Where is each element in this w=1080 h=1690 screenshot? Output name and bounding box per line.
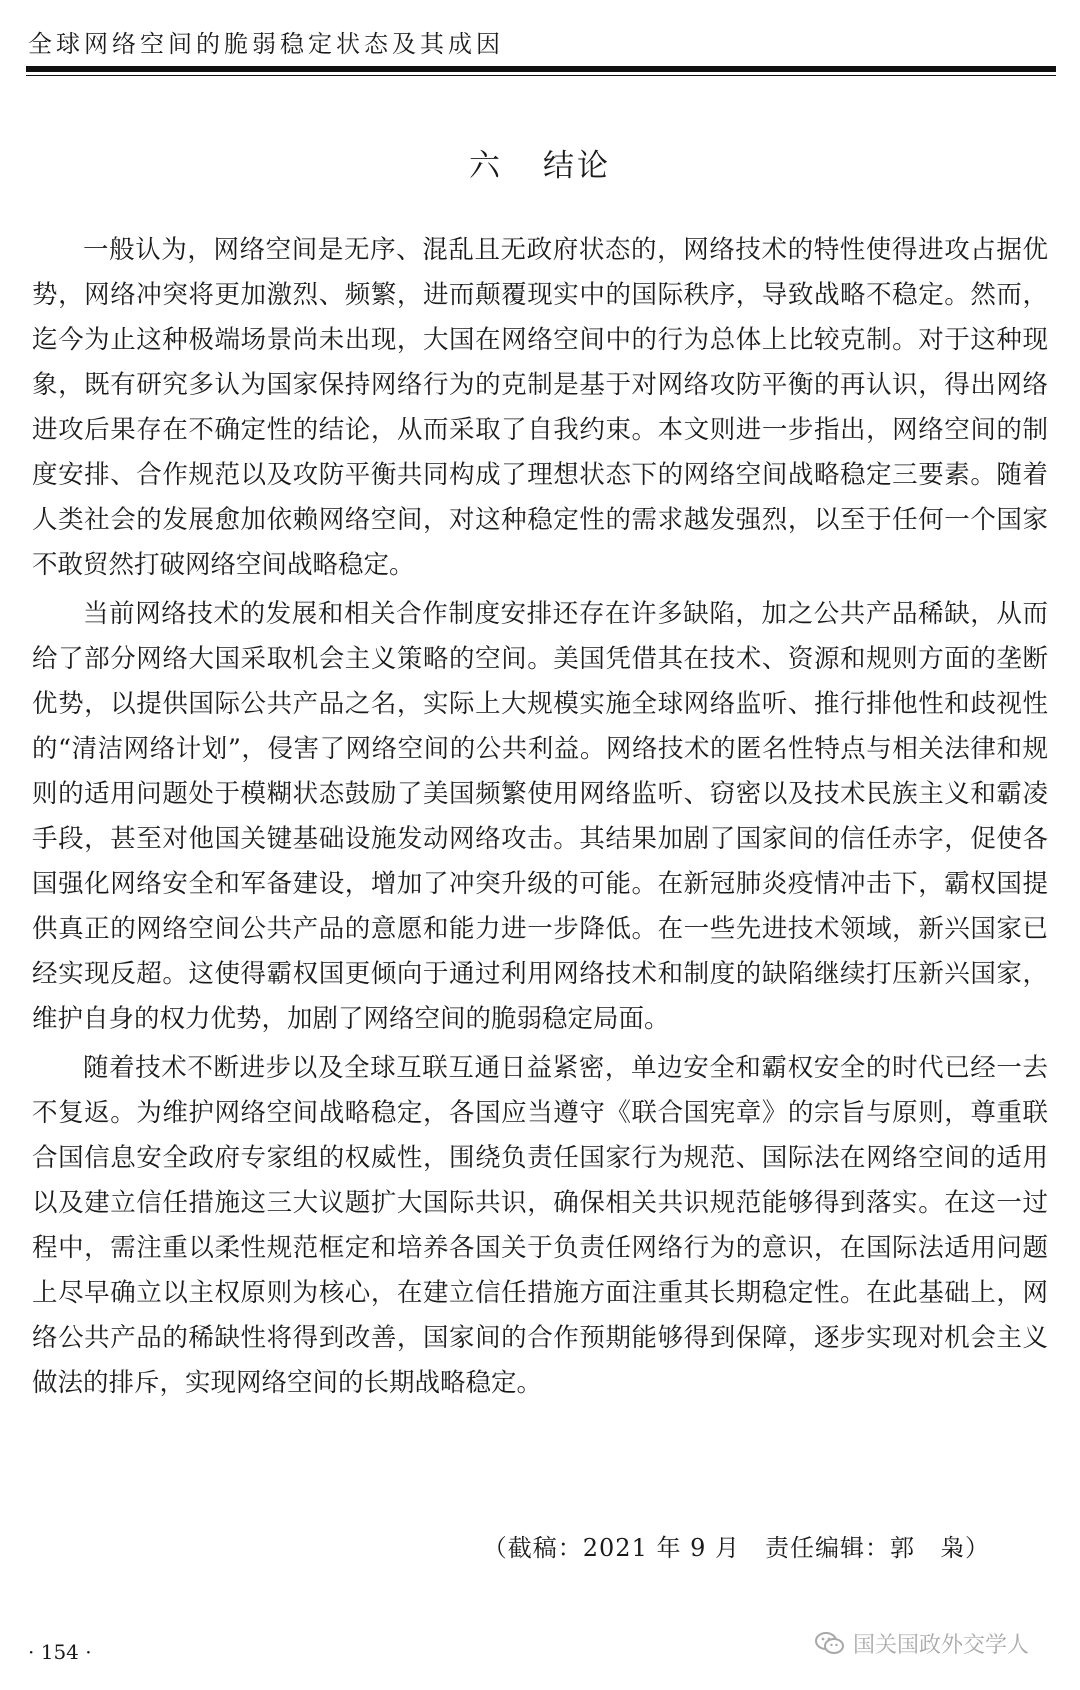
section-title: 结论 <box>543 148 611 184</box>
article-body <box>32 228 1048 1410</box>
header-rule-thick <box>26 66 1056 72</box>
editorial-note: （截稿：2021 年 9 月 责任编辑：郭 枭） <box>482 1534 990 1562</box>
paragraph: 随着技术不断进步以及全球互联互通日益紧密，单边安全和霸权安全的时代已经一去不复返。为维护网络空间战略稳定，各国应当遵守《联合国宪章》的宗旨与原则，尊重联合国信息安全政府专家组的权威性，围绕负责任国家行为规范、国际法在网络空间的适用以及建立信任措施这三大议题扩大国际共识，确保相关共识规范能够得到落实。在这一过程中，需注重以柔性规范框定和培养各国关于负责任网络行为的意识，在国际法适用问题上尽早确立以主权原则为核心，在建立信任措施方面注重其长期稳定性。在此基础上，网络公共产品的稀缺性将得到改善，国家间的合作预期能够得到保障，逐步实现对机会主义做法的排斥，实现网络空间的长期战略稳定。 <box>32 1053 1048 1398</box>
running-title: 全球网络空间的脆弱稳定状态及其成因 <box>28 30 504 58</box>
paragraph: 当前网络技术的发展和相关合作制度安排还存在许多缺陷，加之公共产品稀缺，从而给了部分网络大国采取机会主义策略的空间。美国凭借其在技术、资源和规则方面的垄断优势，以提供国际公共产品之名，实际上大规模实施全球网络监听、推行排他性和歧视性的“清洁网络计划”，侵害了网络空间的公共利益。网络技术的匿名性特点与相关法律和规则的适用问题处于模糊状态鼓励了美国频繁使用网络监听、窃密以及技术民族主义和霸凌手段，甚至对他国关键基础设施发动网络攻击。其结果加剧了国家间的信任赤字，促使各国强化网络安全和军备建设，增加了冲突升级的可能。在新冠肺炎疫情冲击下，霸权国提供真正的网络空间公共产品的意愿和能力进一步降低。在一些先进技术领域，新兴国家已经实现反超。这使得霸权国更倾向于通过利用网络技术和制度的缺陷继续打压新兴国家，维护自身的权力优势，加剧了网络空间的脆弱稳定局面。 <box>32 599 1048 1034</box>
section-heading <box>0 140 1080 185</box>
header-rule-thin <box>26 75 1056 76</box>
wechat-icon <box>815 1631 845 1657</box>
watermark <box>815 1628 1029 1659</box>
paragraph: 一般认为，网络空间是无序、混乱且无政府状态的，网络技术的特性使得进攻占据优势，网络冲突将更加激烈、频繁，进而颠覆现实中的国际秩序，导致战略不稳定。然而，迄今为止这种极端场景尚未出现，大国在网络空间中的行为总体上比较克制。对于这种现象，既有研究多认为国家保持网络行为的克制是基于对网络攻防平衡的再认识，得出网络进攻后果存在不确定性的结论，从而采取了自我约束。本文则进一步指出，网络空间的制度安排、合作规范以及攻防平衡共同构成了理想状态下的网络空间战略稳定三要素。随着人类社会的发展愈加依赖网络空间，对这种稳定性的需求越发强烈，以至于任何一个国家不敢贸然打破网络空间战略稳定。 <box>32 235 1048 580</box>
watermark-text: 国关国政外交学人 <box>853 1633 1030 1658</box>
section-number: 六 <box>469 148 503 184</box>
page-number: · 154 · <box>28 1640 92 1664</box>
